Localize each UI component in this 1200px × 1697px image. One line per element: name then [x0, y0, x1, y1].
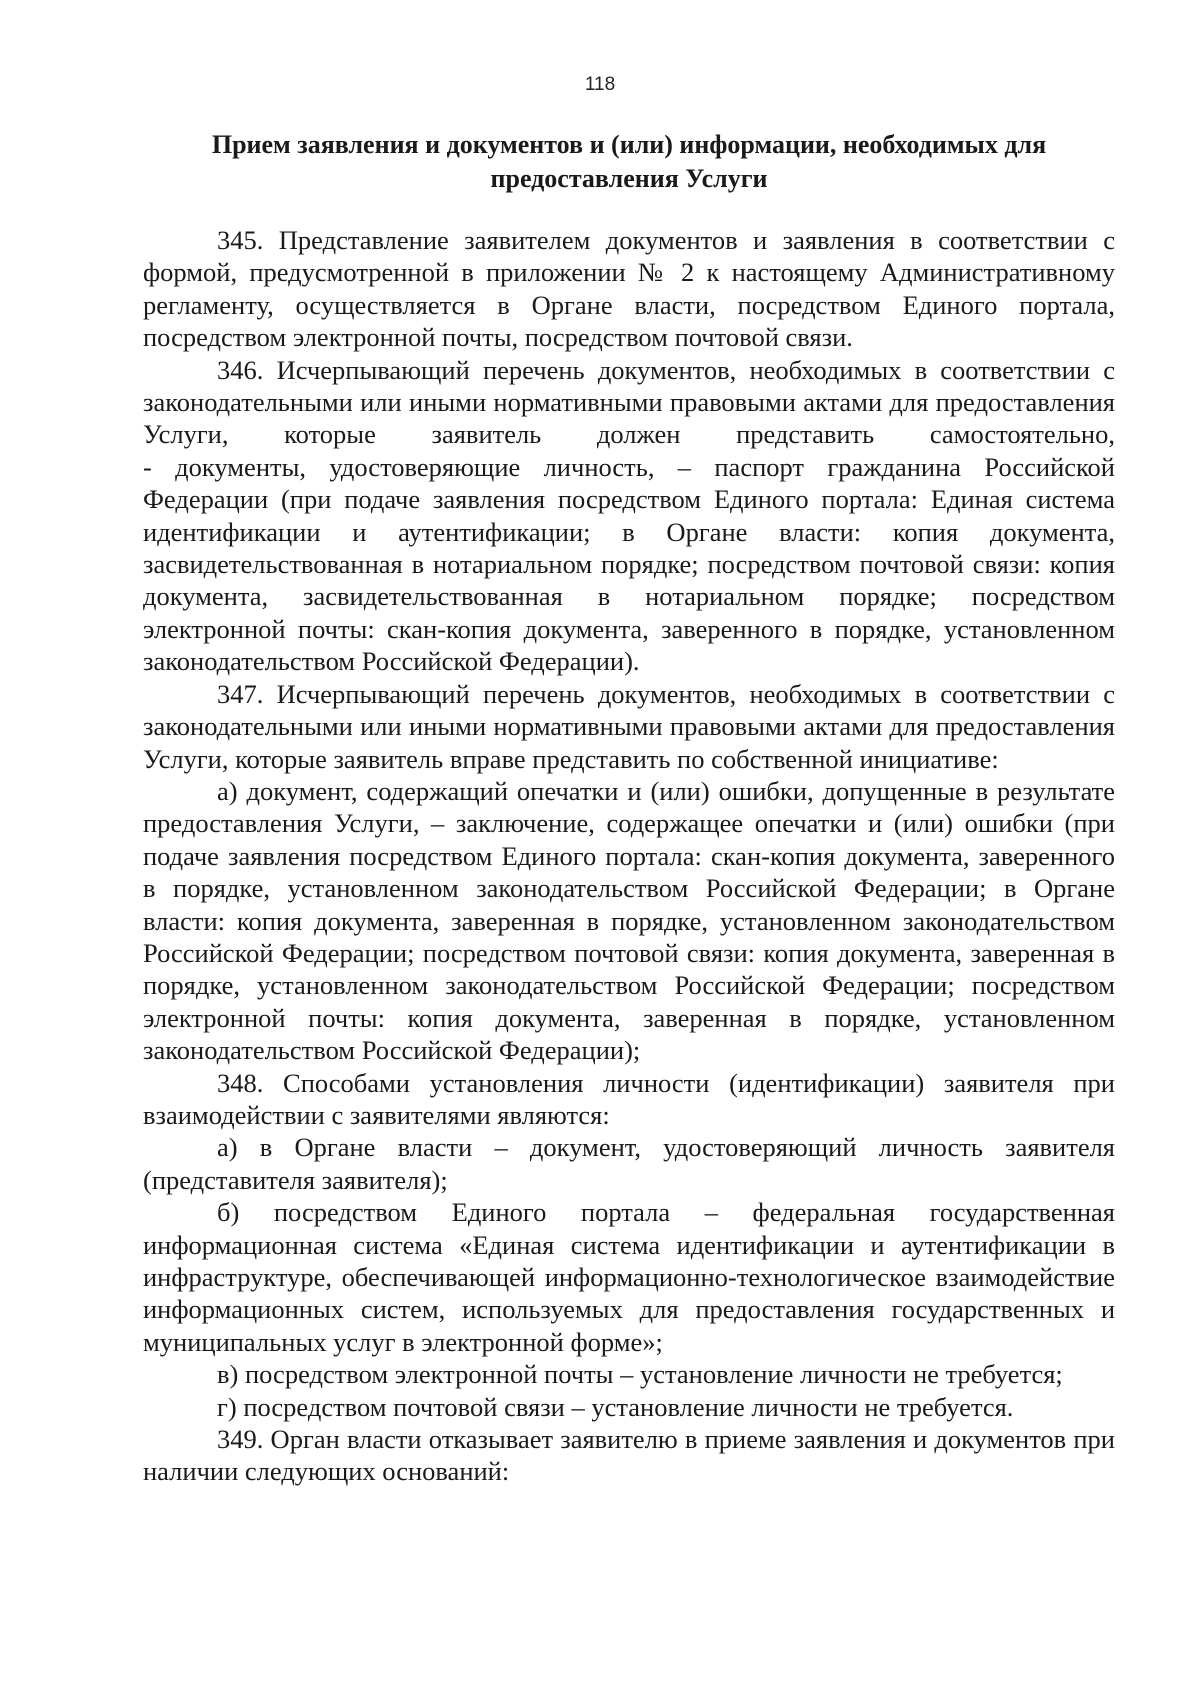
paragraph-348: 348. Способами установления личности (идентификации) заявителя при взаимодействии с заявителями являются: [143, 1067, 1115, 1130]
document-body [143, 224, 1115, 1488]
section-heading: Прием заявления и документов и (или) информации, необходимых для предоставления Услуги [211, 130, 1047, 193]
paragraph-346: 346. Исчерпывающий перечень документов, необходимых в соответствии с законодательными или иными нормативными правовыми актами для предоставления Услуги, которые заявитель должен представить самостоятельно, [143, 354, 1115, 450]
paragraph-346-identity-documents: - документы, удостоверяющие личность, – паспорт гражданина Российской Федерации (при подаче заявления посредством Единого портала: Единая система идентификации и аутентификации; в Органе власти: копия документа, засвидетельствованная в нотариальном порядке; посредством почтовой связи: копия документа, засвидетельствованная в нотариальном порядке; посредством электронной почты: скан-копия документа, заверенного в порядке, установленном законодательством Российской Федерации). [143, 451, 1115, 677]
paragraph-347: 347. Исчерпывающий перечень документов, необходимых в соответствии с законодательными или иными нормативными правовыми актами для предоставления Услуги, которые заявитель вправе представить по собственной инициативе: [143, 678, 1115, 774]
paragraph-348-item-a: а) в Органе власти – документ, удостоверяющий личность заявителя (представителя заявителя); [143, 1132, 1115, 1195]
paragraph-349: 349. Орган власти отказывает заявителю в приеме заявления и документов при наличии следующих оснований: [143, 1424, 1115, 1487]
paragraph-348-item-b: б) посредством Единого портала – федеральная государственная информационная система «Единая система идентификации и аутентификации в инфраструктуре, обеспечивающей информационно-технологическое взаимодействие информационных систем, используемых для предоставления государственных и муниципальных услуг в электронной форме»; [143, 1197, 1115, 1357]
paragraph-348-item-v: в) посредством электронной почты – установление личности не требуется; [217, 1359, 1063, 1390]
paragraph-348-item-g: г) посредством почтовой связи – установление личности не требуется. [217, 1391, 1014, 1422]
page-number: 118 [584, 74, 616, 95]
paragraph-347-item-a: а) документ, содержащий опечатки и (или) ошибки, допущенные в результате предоставления Услуги, – заключение, содержащее опечатки и (или) ошибки (при подаче заявления посредством Единого портала: скан-копия документа, заверенного в порядке, установленном законодательством Российской Федерации; в Органе власти: копия документа, заверенная в порядке, установленном законодательством Российской Федерации; посредством почтовой связи: копия документа, заверенная в порядке, установленном законодательством Российской Федерации; посредством электронной почты: копия документа, заверенная в порядке, установленном законодательством Российской Федерации); [143, 775, 1115, 1066]
paragraph-345: 345. Представление заявителем документов и заявления в соответствии с формой, предусмотренной в приложении № 2 к настоящему Административному регламенту, осуществляется в Органе власти, посредством Единого портала, посредством электронной почты, посредством почтовой связи. [143, 225, 1115, 353]
